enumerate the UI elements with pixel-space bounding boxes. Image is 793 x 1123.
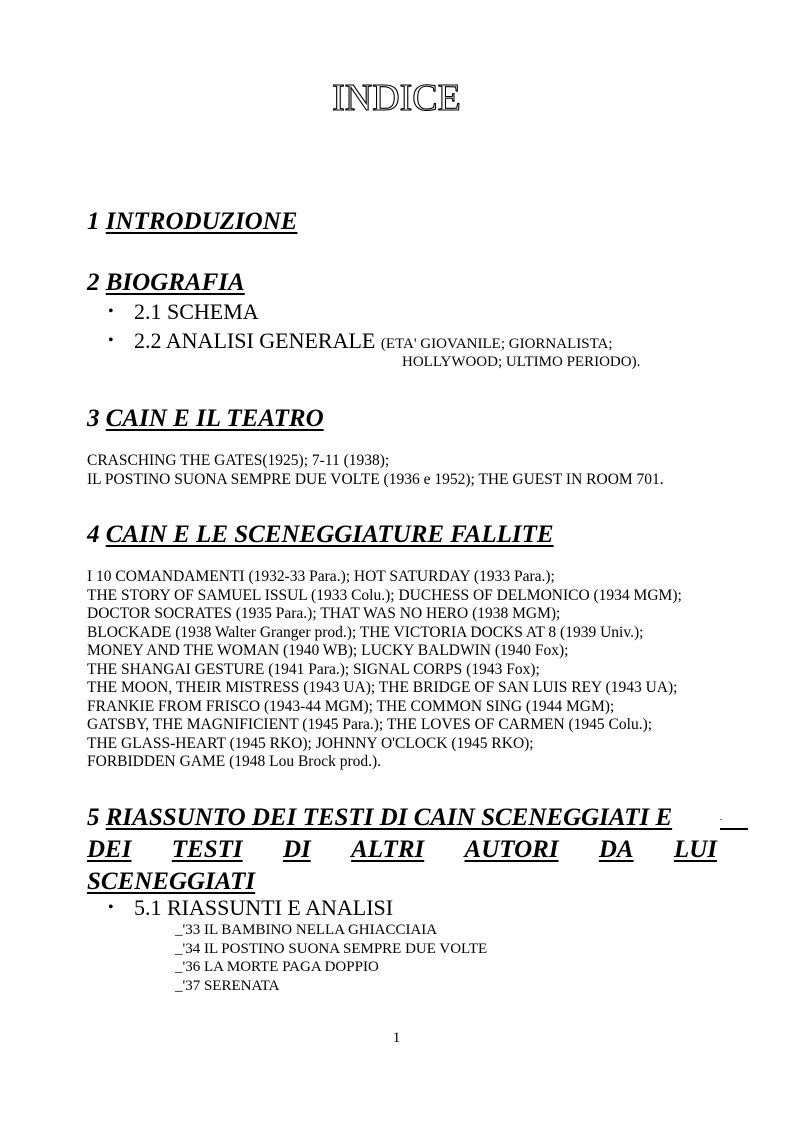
list-item[interactable] [108, 298, 608, 326]
list-item-text: 2.2 ANALISI GENERALE [134, 328, 376, 353]
heading-word: TESTI [171, 836, 243, 863]
section-label: RIASSUNTO DEI TESTI DI CAIN SCENEGGIATI E [105, 804, 673, 831]
content-line: DOCTOR SOCRATES (1935 Para.); THAT WAS NO HERO (1938 MGM); [87, 605, 561, 622]
list-item-note: (ETA' GIOVANILE; GIORNALISTA; [380, 336, 613, 352]
content-line: GATSBY, THE MAGNIFICIENT (1945 Para.); THE LOVES OF CARMEN (1945 Colu.); [87, 716, 653, 733]
section-label: BIOGRAFIA [105, 269, 245, 296]
heading-word: ALTRI [351, 836, 425, 863]
section-label: SCENEGGIATI [87, 868, 256, 895]
section-5-heading[interactable] [87, 802, 749, 898]
bullet-icon: • [108, 303, 114, 320]
section-number: 3 [87, 405, 100, 432]
section-number: 2 [87, 269, 100, 296]
content-line: THE GLASS-HEART (1945 RKO); JOHNNY O'CLOCK (1945 RKO); [87, 734, 534, 752]
section-5-sublist [175, 921, 487, 995]
heading-word: LUI [673, 836, 717, 863]
heading-line [87, 802, 749, 834]
content-line: FORBIDDEN GAME (1948 Lou Brock prod.). [87, 753, 382, 770]
section-1-heading[interactable] [87, 207, 297, 237]
list-item-note-continued: HOLLYWOOD; ULTIMO PERIODO). [402, 354, 641, 370]
list-item[interactable] [108, 327, 668, 355]
section-label: CAIN E LE SCENEGGIATURE FALLITE [105, 521, 554, 548]
page-title: INDICE [332, 77, 461, 119]
content-line: CRASCHING THE GATES(1925); 7-11 (1938); [87, 452, 390, 469]
list-item[interactable] [108, 894, 608, 922]
list-item-label: 5.1 RIASSUNTI E ANALISI [134, 895, 394, 920]
section-number: 5 [87, 804, 100, 831]
content-line: I 10 COMANDAMENTI (1932-33 Para.); HOT SATURDAY (1933 Para.); [87, 568, 555, 585]
section-number: 1 [87, 208, 100, 235]
list-item-label: 2.1 SCHEMA [134, 299, 259, 324]
content-line: THE STORY OF SAMUEL ISSUL (1933 Colu.); DUCHESS OF DELMONICO (1934 MGM); [87, 586, 682, 604]
content-line: THE SHANGAI GESTURE (1941 Para.); SIGNAL CORPS (1943 Fox); [87, 660, 540, 678]
content-line: THE MOON, THEIR MISTRESS (1943 UA); THE BRIDGE OF SAN LUIS REY (1943 UA); [87, 679, 678, 696]
section-number: 4 [87, 521, 100, 548]
content-line: FRANKIE FROM FRISCO (1943-44 MGM); THE COMMON SING (1944 MGM); [87, 697, 615, 715]
content-line: IL POSTINO SUONA SEMPRE DUE VOLTE (1936 e 1952); THE GUEST IN ROOM 701. [87, 470, 664, 488]
section-label: CAIN E IL TEATRO [105, 405, 324, 432]
heading-word: DA [598, 836, 634, 863]
section-2-heading[interactable] [87, 268, 245, 298]
heading-line-justified [87, 834, 749, 866]
sublist-item[interactable]: _'36 LA MORTE PAGA DOPPIO [175, 959, 379, 975]
justified-words [87, 834, 717, 866]
page-number: 1 [392, 1030, 401, 1046]
content-line: BLOCKADE (1938 Walter Granger prod.); THE VICTORIA DOCKS AT 8 (1939 Univ.); [87, 623, 644, 641]
section-4-content [87, 568, 682, 772]
heading-word: DI [282, 836, 311, 863]
section-label: INTRODUZIONE [105, 208, 298, 235]
heading-word: AUTORI [464, 836, 559, 863]
bullet-icon: • [108, 899, 114, 916]
content-line: MONEY AND THE WOMAN (1940 WB); LUCKY BALDWIN (1940 Fox); [87, 642, 569, 659]
sublist-item[interactable]: _'37 SERENATA [175, 977, 280, 994]
bullet-icon: • [108, 332, 114, 349]
heading-word: DEI [87, 836, 132, 863]
section-4-heading[interactable] [87, 520, 554, 550]
sublist-item[interactable]: _'34 IL POSTINO SUONA SEMPRE DUE VOLTE [175, 940, 488, 957]
heading-trailing-dot: . [720, 812, 723, 823]
sublist-item[interactable]: _'33 IL BAMBINO NELLA GHIACCIAIA [175, 922, 438, 938]
section-3-heading[interactable] [87, 404, 324, 434]
section-3-content [87, 452, 664, 489]
